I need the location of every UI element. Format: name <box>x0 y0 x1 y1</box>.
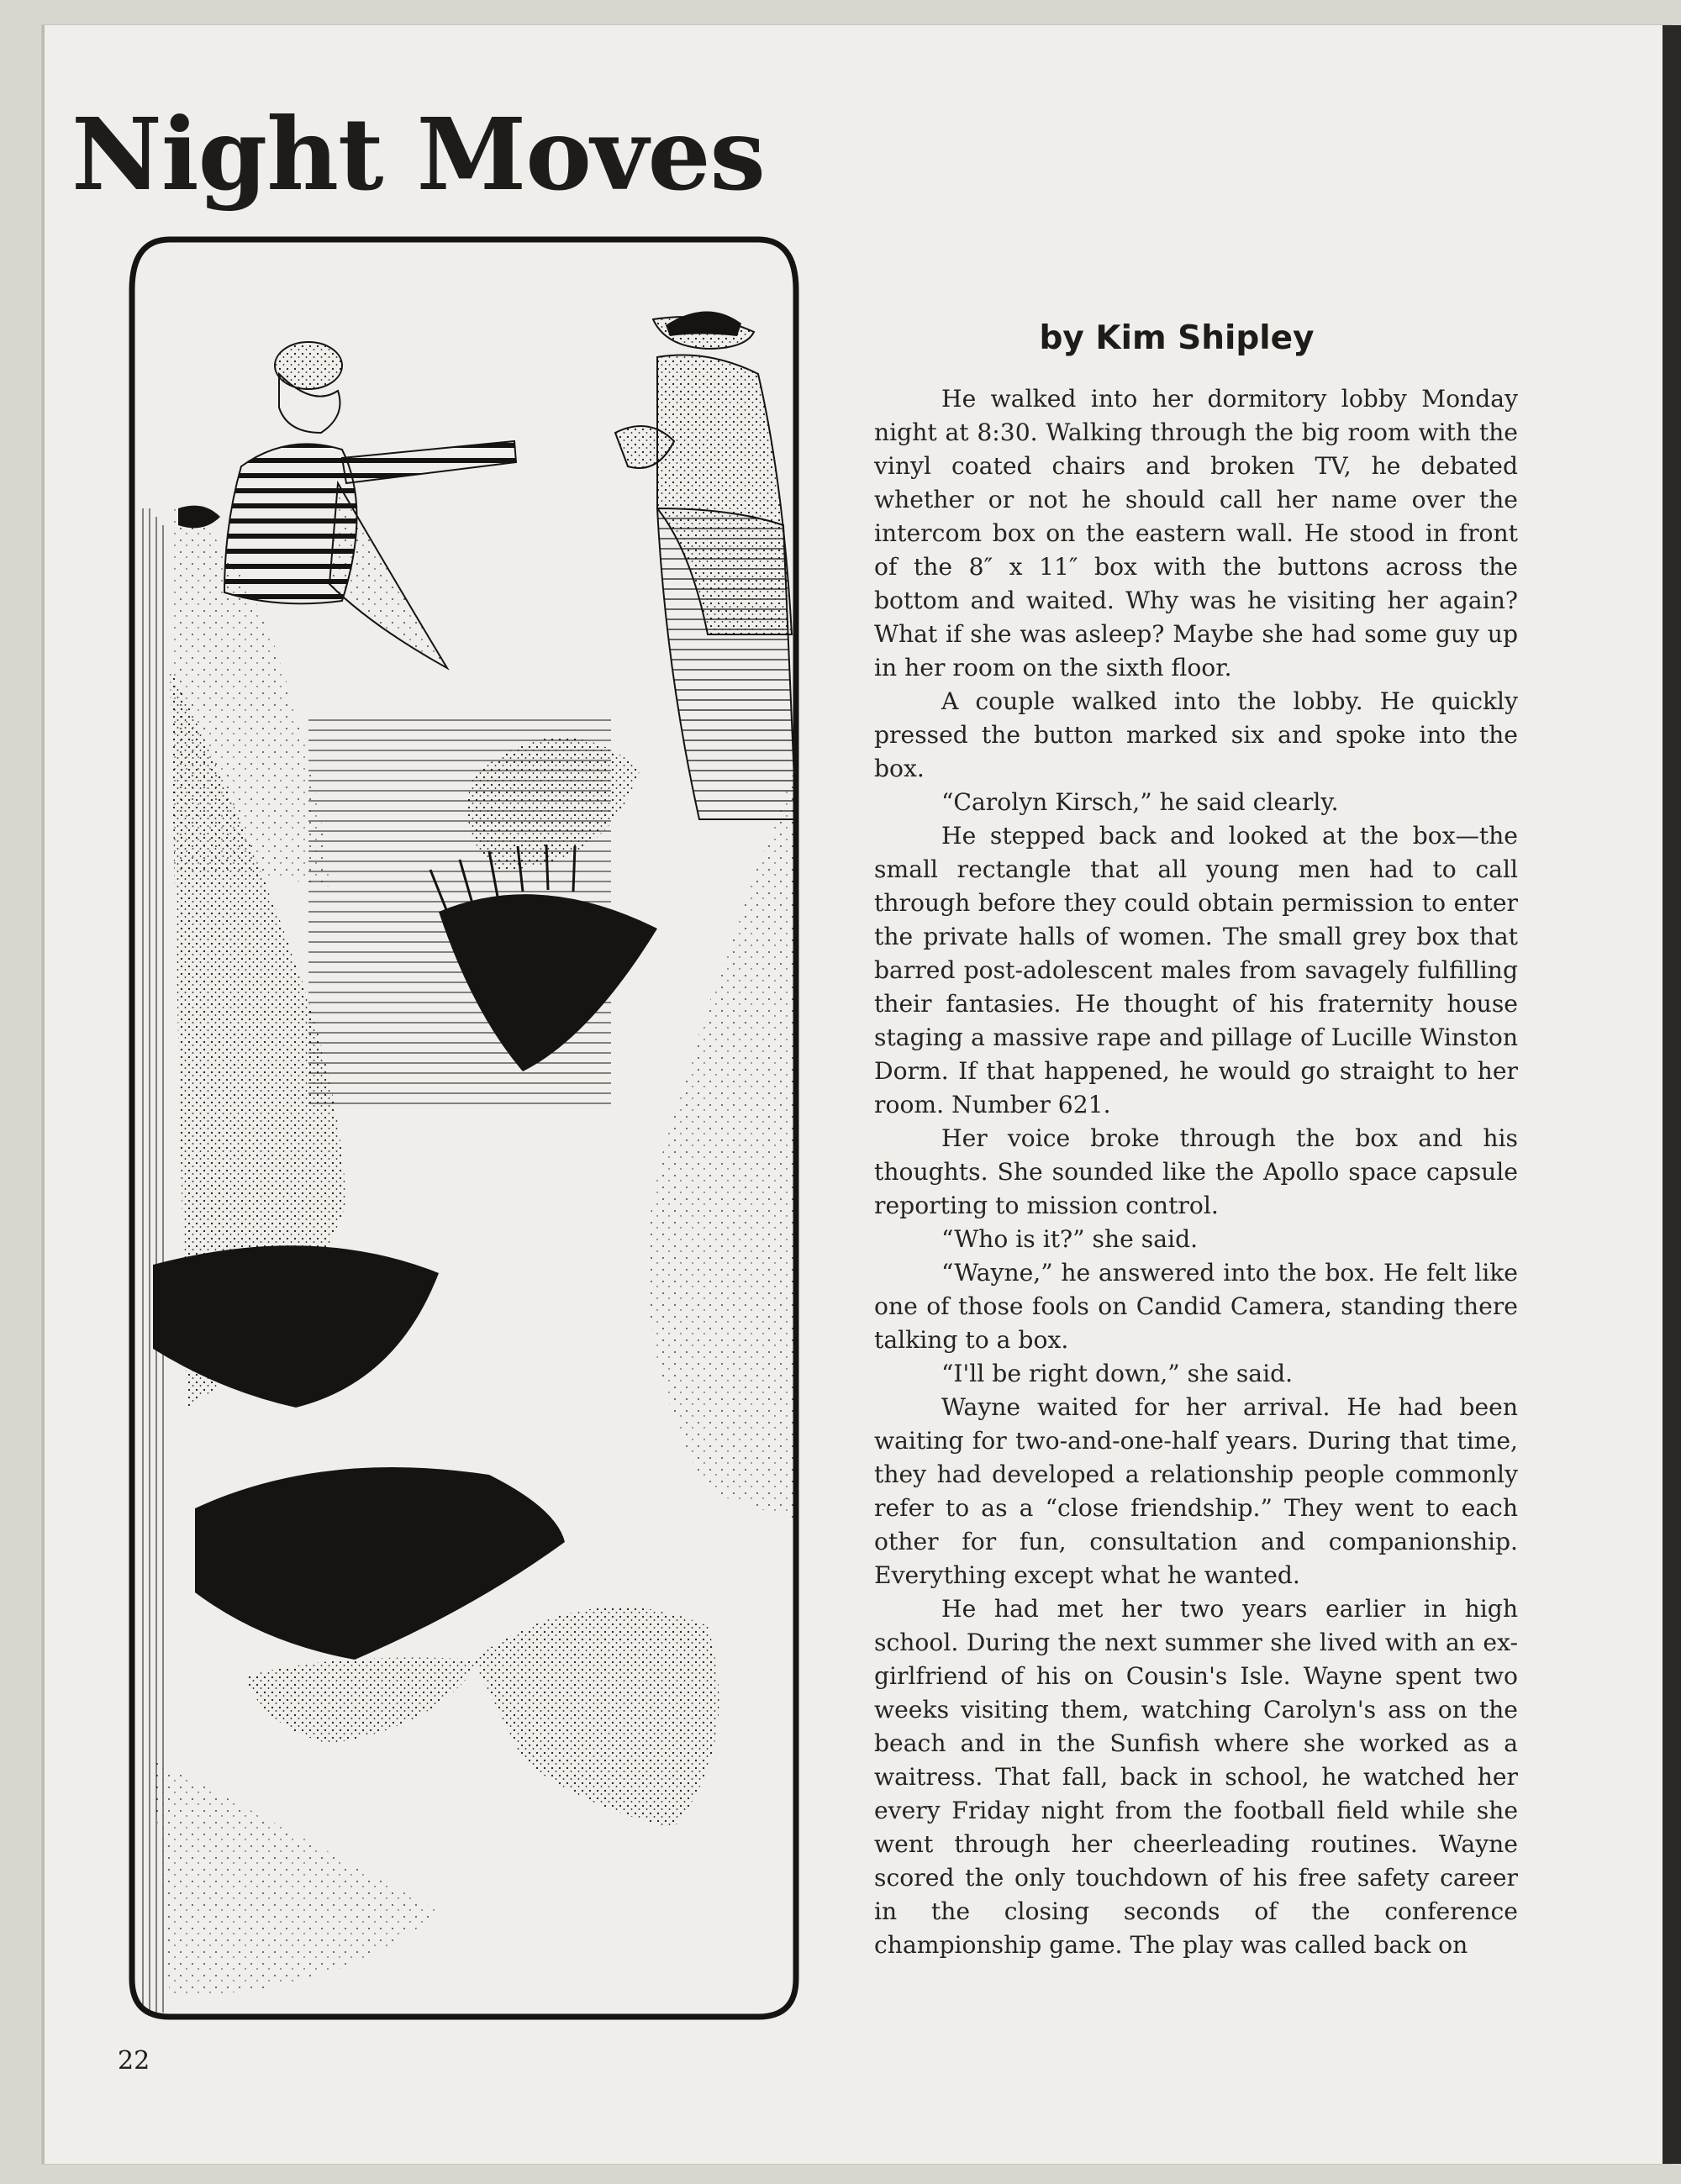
article-body <box>874 382 1518 1962</box>
paragraph: “I'll be right down,” she said. <box>941 1360 1294 1387</box>
paragraph: He stepped back and looked at the box—the small rectangle that all young men had to call through before they could obtain permission to enter the private halls of women. The small grey box that barred post-adolescent males from savagely fulfilling their fantasies. He thought of his fraternity house staging a massive rape and pillage of Lucille Winston Dorm. If that happened, he would go straight to her room. Number 621. <box>874 822 1518 1118</box>
paragraph: He had met her two years earlier in high school. During the next summer she lived with an ex-girlfriend of his on Cousin's Isle. Wayne spent two weeks visiting them, watching Carolyn's ass on the beach and in the Sunfish where she worked as a waitress. That fall, back in school, he watched her every Friday night from the football field while she went through her cheerleading routines. Wayne scored the only touchdown of his free safety career in the closing seconds of the conference championship game. The play was called back on <box>874 1595 1518 1959</box>
paragraph: He walked into her dormitory lobby Monday night at 8:30. Walking through the big room with the vinyl coated chairs and broken TV, he debated whether or not he should call her name over the intercom box on the eastern wall. He stood in front of the 8″ x 11″ box with the buttons across the bottom and waited. Why was he visiting her again? What if she was asleep? Maybe she had some guy up in her room on the sixth floor. <box>874 385 1518 682</box>
pen-and-ink-illustration-icon <box>119 231 809 2025</box>
paragraph: “Carolyn Kirsch,” he said clearly. <box>941 788 1339 816</box>
paragraph: Wayne waited for her arrival. He had been waiting for two-and-one-half years. During that time, they had developed a relationship people commonly refer to as a “close friendship.” They went to each other for fun, consultation and companionship. Everything except what he wanted. <box>874 1393 1518 1589</box>
paragraph: “Who is it?” she said. <box>941 1225 1199 1253</box>
paragraph: A couple walked into the lobby. He quickly pressed the button marked six and spoke into the box. <box>874 687 1518 782</box>
byline: by Kim Shipley <box>1039 319 1315 357</box>
article-title: Night Moves <box>71 96 765 213</box>
illustration <box>119 231 809 2025</box>
paragraph: “Wayne,” he answered into the box. He felt like one of those fools on Candid Camera, standing there talking to a box. <box>874 1259 1518 1354</box>
page-gutter <box>1663 25 1681 2164</box>
page-number: 22 <box>118 2046 150 2076</box>
paragraph: Her voice broke through the box and his thoughts. She sounded like the Apollo space capsule reporting to mission control. <box>874 1124 1518 1219</box>
